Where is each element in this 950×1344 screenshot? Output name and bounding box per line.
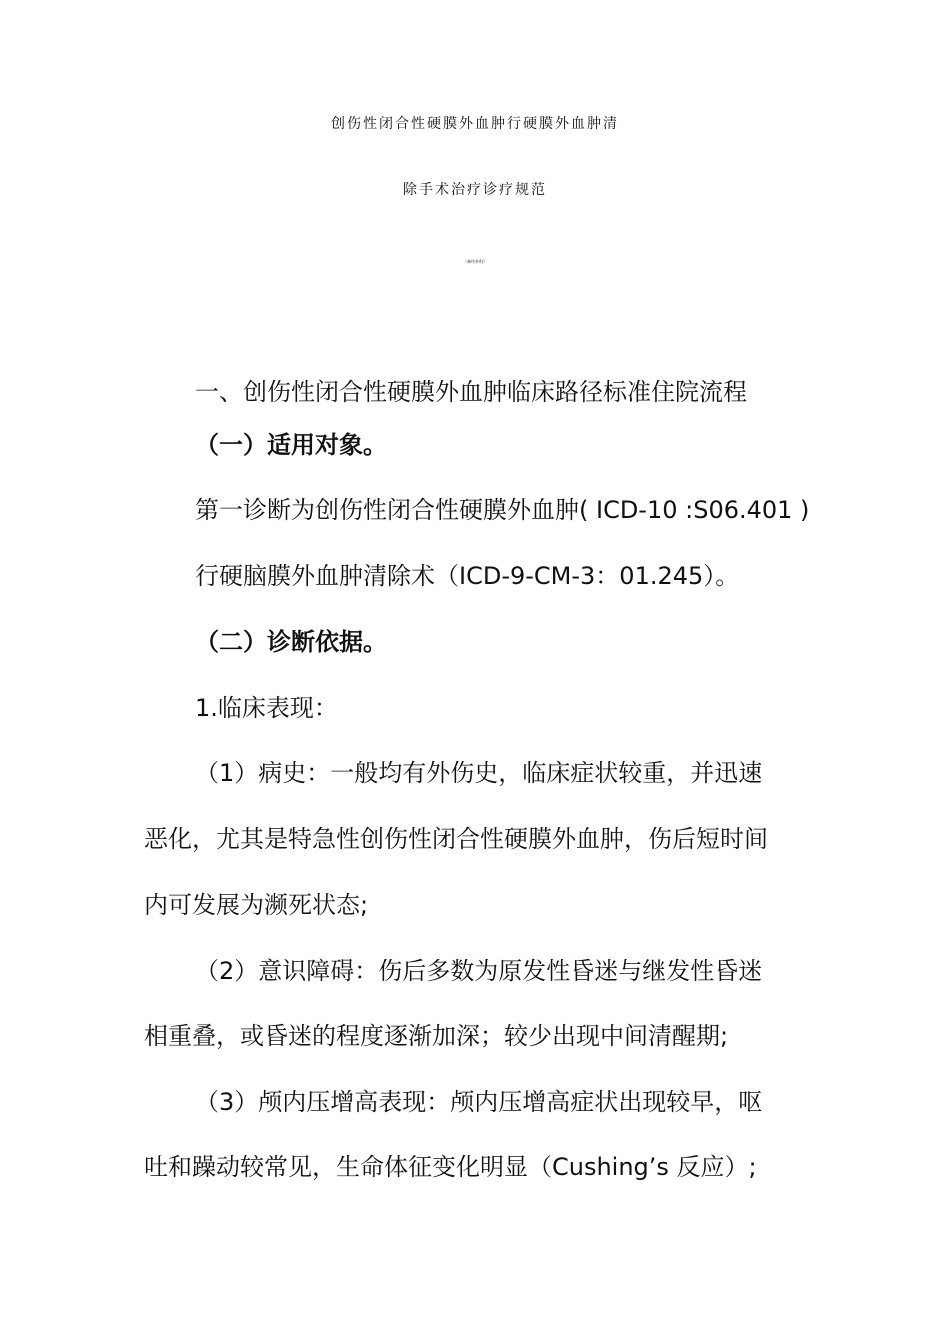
paragraph-line: （2）意识障碍：伤后多数为原发性昏迷与继发性昏迷	[195, 957, 763, 985]
paragraph-line: 内可发展为濒死状态;	[144, 891, 369, 919]
paragraph-line: 吐和躁动较常见，生命体征变化明显（Cushing’s 反应）;	[144, 1153, 757, 1181]
department-subtitle: （神经外科）	[463, 259, 487, 264]
document-title-line-1: 创伤性闭合性硬膜外血肿行硬膜外血肿清	[331, 116, 619, 132]
paragraph-line: 第一诊断为创伤性闭合性硬膜外血肿( ICD-10 :S06.401 )	[195, 496, 810, 524]
paragraph-line: 行硬脑膜外血肿清除术（ICD-9-CM-3：01.245）。	[195, 562, 740, 590]
item-heading: 1.临床表现：	[195, 694, 338, 722]
document-title-line-2: 除手术治疗诊疗规范	[403, 182, 547, 198]
subsection-heading-applicable: （一）适用对象。	[195, 431, 387, 459]
subsection-heading-diagnosis: （二）诊断依据。	[195, 628, 387, 656]
paragraph-line: （3）颅内压增高表现：颅内压增高症状出现较早，呕	[195, 1088, 763, 1116]
paragraph-line: 恶化，尤其是特急性创伤性闭合性硬膜外血肿，伤后短时间	[144, 825, 768, 853]
paragraph-line: 相重叠，或昏迷的程度逐渐加深；较少出现中间清醒期;	[144, 1022, 729, 1050]
paragraph-line: （1）病史：一般均有外伤史，临床症状较重，并迅速	[195, 759, 763, 787]
section-heading: 一、创伤性闭合性硬膜外血肿临床路径标准住院流程	[195, 378, 747, 406]
